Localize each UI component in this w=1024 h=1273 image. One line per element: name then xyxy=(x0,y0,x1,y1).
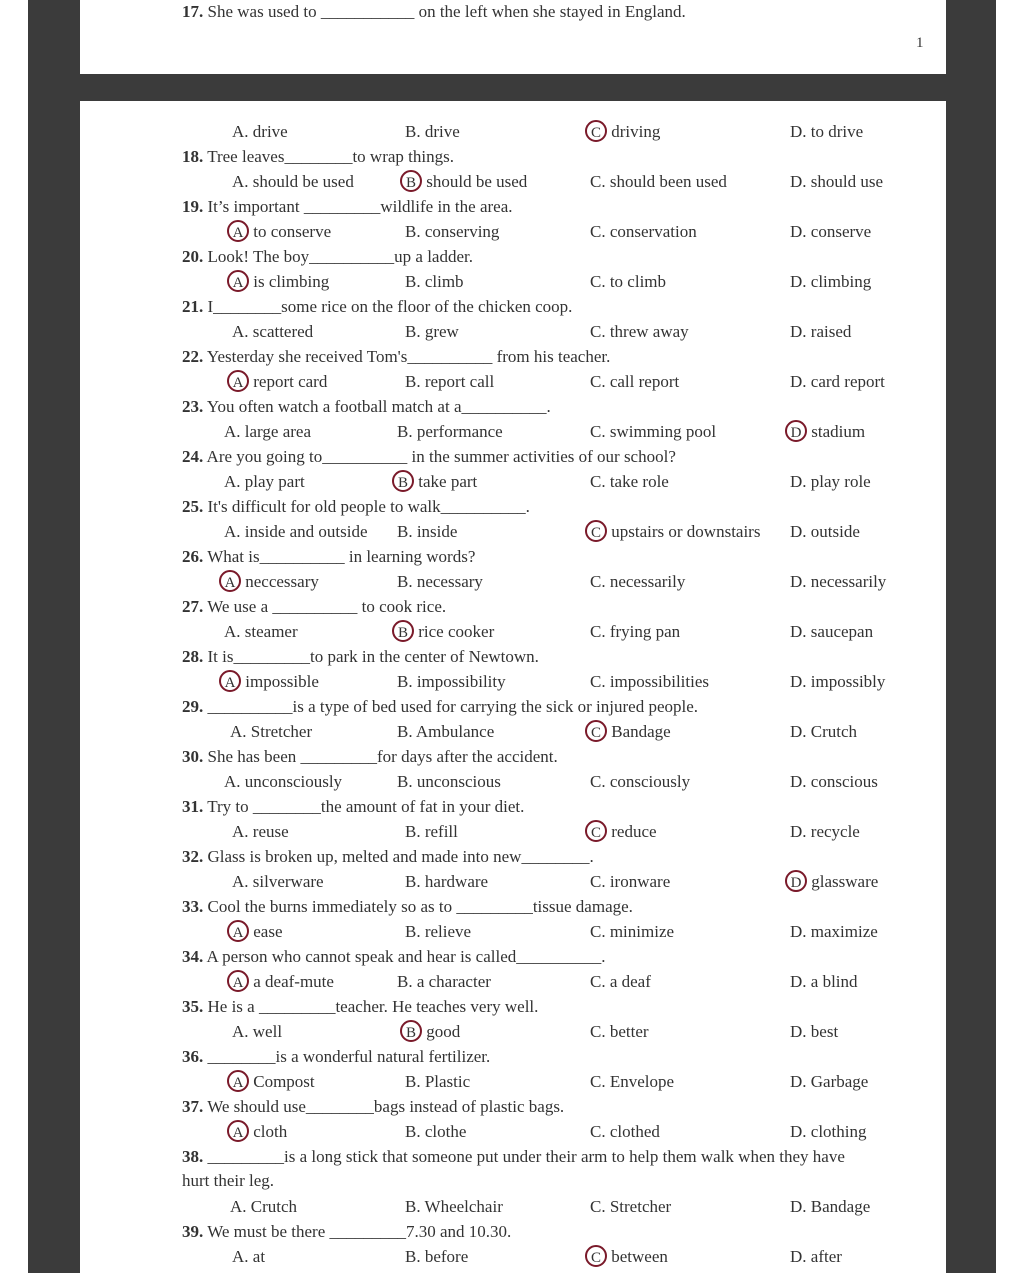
question-34 xyxy=(182,947,606,967)
option-d[interactable] xyxy=(790,622,873,642)
option-text: C. Stretcher xyxy=(590,1197,672,1216)
question-36 xyxy=(182,1047,490,1067)
option-text: D. climbing xyxy=(790,272,872,291)
question-number: 38. xyxy=(182,1147,204,1166)
answer-circle-icon: A xyxy=(219,570,241,592)
option-text: B. refill xyxy=(405,822,458,841)
answer-circle-icon: C xyxy=(585,820,607,842)
option-text: a deaf-mute xyxy=(249,972,334,991)
option-text: B. climb xyxy=(405,272,464,291)
option-b[interactable] xyxy=(397,972,491,992)
option-text: stadium xyxy=(807,422,866,441)
option-text: A. Stretcher xyxy=(230,722,313,741)
question-text: I________some rice on the floor of the chicken coop. xyxy=(203,297,573,316)
option-text: impossible xyxy=(241,672,319,691)
option-d[interactable] xyxy=(790,172,883,192)
option-text: D. best xyxy=(790,1022,839,1041)
option-d[interactable] xyxy=(790,372,885,392)
option-d[interactable] xyxy=(790,1072,868,1092)
answer-circle-icon: C xyxy=(585,520,607,542)
answer-circle-icon: B xyxy=(400,1020,422,1042)
option-text: B. conserving xyxy=(405,222,500,241)
option-d[interactable] xyxy=(790,922,878,942)
option-text: B. hardware xyxy=(405,872,489,891)
option-text: is climbing xyxy=(249,272,330,291)
option-text: A. scattered xyxy=(232,322,314,341)
option-c[interactable] xyxy=(590,972,651,992)
option-a[interactable] xyxy=(224,672,319,692)
option-d[interactable] xyxy=(790,422,865,442)
option-text: D. Crutch xyxy=(790,722,858,741)
option-a[interactable] xyxy=(224,572,319,592)
option-text: D. impossibly xyxy=(790,672,886,691)
option-text: A. play part xyxy=(224,472,305,491)
answer-circle-icon: C xyxy=(585,1245,607,1267)
answer-circle-icon: B xyxy=(392,470,414,492)
question-text: He is a _________teacher. He teaches very well. xyxy=(203,997,539,1016)
question-26 xyxy=(182,547,475,567)
question-text: _________is a long stick that someone put under their arm to help them walk when they have xyxy=(203,1147,845,1166)
answer-circle-icon: C xyxy=(585,120,607,142)
option-d[interactable] xyxy=(790,222,871,242)
question-35 xyxy=(182,997,538,1017)
option-text: D. card report xyxy=(790,372,885,391)
option-c[interactable] xyxy=(590,822,657,842)
option-d[interactable] xyxy=(790,122,863,142)
option-c[interactable] xyxy=(590,1197,671,1217)
option-text: A. should be used xyxy=(232,172,354,191)
option-text: D. saucepan xyxy=(790,622,874,641)
option-b[interactable] xyxy=(405,1072,470,1092)
question-number: 18. xyxy=(182,147,204,166)
question-number: 22. xyxy=(182,347,204,366)
option-text: B. drive xyxy=(405,122,460,141)
option-text: neccessary xyxy=(241,572,319,591)
option-a[interactable] xyxy=(232,122,288,142)
option-b[interactable] xyxy=(405,372,494,392)
option-text: B. a character xyxy=(397,972,491,991)
question-32 xyxy=(182,847,594,867)
option-text: C. threw away xyxy=(590,322,689,341)
option-a[interactable] xyxy=(232,972,334,992)
option-a[interactable] xyxy=(232,1122,287,1142)
option-text: good xyxy=(422,1022,461,1041)
answer-circle-icon: A xyxy=(227,920,249,942)
question-19 xyxy=(182,197,513,217)
option-text: D. play role xyxy=(790,472,871,491)
option-text: should be used xyxy=(422,172,528,191)
option-text: D. maximize xyxy=(790,922,878,941)
option-d[interactable] xyxy=(790,322,851,342)
option-text: C. a deaf xyxy=(590,972,651,991)
option-b[interactable] xyxy=(405,272,464,292)
answer-circle-icon: A xyxy=(227,1070,249,1092)
question-number: 25. xyxy=(182,497,204,516)
question-text: Try to ________the amount of fat in your diet. xyxy=(203,797,525,816)
question-number: 28. xyxy=(182,647,204,666)
option-text: D. conscious xyxy=(790,772,878,791)
question-number: 33. xyxy=(182,897,204,916)
option-c[interactable] xyxy=(590,272,666,292)
option-text: D. to drive xyxy=(790,122,864,141)
answer-circle-icon: B xyxy=(392,620,414,642)
option-text: C. frying pan xyxy=(590,622,681,641)
option-d[interactable] xyxy=(790,1022,838,1042)
option-text: C. to climb xyxy=(590,272,667,291)
option-a[interactable] xyxy=(230,722,312,742)
option-text: D. outside xyxy=(790,522,860,541)
option-text: D. Garbage xyxy=(790,1072,869,1091)
option-d[interactable] xyxy=(790,1122,867,1142)
option-b[interactable] xyxy=(405,872,488,892)
option-text: C. take role xyxy=(590,472,669,491)
question-text: Look! The boy__________up a ladder. xyxy=(203,247,474,266)
option-d[interactable] xyxy=(790,822,860,842)
option-b[interactable] xyxy=(405,1197,503,1217)
option-text: A. large area xyxy=(224,422,311,441)
question-number: 21. xyxy=(182,297,204,316)
option-b[interactable] xyxy=(397,622,494,642)
option-text: D. should use xyxy=(790,172,884,191)
option-b[interactable] xyxy=(405,172,527,192)
option-d[interactable] xyxy=(790,572,886,592)
option-text: take part xyxy=(414,472,478,491)
option-text: C. should been used xyxy=(590,172,727,191)
question-text: It is_________to park in the center of Newtown. xyxy=(203,647,539,666)
question-21 xyxy=(182,297,572,317)
option-text: B. impossibility xyxy=(397,672,506,691)
question-text: She has been _________for days after the accident. xyxy=(203,747,558,766)
option-text: B. clothe xyxy=(405,1122,467,1141)
option-a[interactable] xyxy=(232,822,289,842)
option-text: A. at xyxy=(232,1247,266,1266)
option-text: C. swimming pool xyxy=(590,422,717,441)
option-text: B. inside xyxy=(397,522,458,541)
option-c[interactable] xyxy=(590,222,697,242)
question-22 xyxy=(182,347,610,367)
option-c[interactable] xyxy=(590,322,689,342)
question-number: 31. xyxy=(182,797,204,816)
question-text: ________is a wonderful natural fertilizer. xyxy=(203,1047,491,1066)
answer-circle-icon: D xyxy=(785,420,807,442)
option-d[interactable] xyxy=(790,972,858,992)
option-c[interactable] xyxy=(590,672,709,692)
option-d[interactable] xyxy=(790,672,885,692)
option-a[interactable] xyxy=(232,172,354,192)
option-text: C. impossibilities xyxy=(590,672,710,691)
question-text: Glass is broken up, melted and made into new________. xyxy=(203,847,594,866)
option-b[interactable] xyxy=(405,322,459,342)
option-b[interactable] xyxy=(405,1122,466,1142)
answer-circle-icon: A xyxy=(227,370,249,392)
option-a[interactable] xyxy=(232,1022,282,1042)
question-number: 35. xyxy=(182,997,204,1016)
option-text: D. after xyxy=(790,1247,842,1266)
option-text: C. conservation xyxy=(590,222,697,241)
option-text: glassware xyxy=(807,872,879,891)
question-20 xyxy=(182,247,473,267)
option-d[interactable] xyxy=(790,872,878,892)
option-text: B. Wheelchair xyxy=(405,1197,503,1216)
option-text: A. steamer xyxy=(224,622,298,641)
question-text: Tree leaves________to wrap things. xyxy=(203,147,454,166)
option-text: D. clothing xyxy=(790,1122,867,1141)
question-number: 23. xyxy=(182,397,204,416)
question-23 xyxy=(182,397,551,417)
option-a[interactable] xyxy=(232,222,331,242)
option-text: C. minimize xyxy=(590,922,675,941)
question-number: 30. xyxy=(182,747,204,766)
answer-circle-icon: A xyxy=(227,1120,249,1142)
option-b[interactable] xyxy=(397,472,477,492)
option-d[interactable] xyxy=(790,722,857,742)
option-b[interactable] xyxy=(405,1247,468,1267)
question-17 xyxy=(182,2,686,22)
answer-circle-icon: B xyxy=(400,170,422,192)
question-39 xyxy=(182,1222,511,1242)
option-text: C. clothed xyxy=(590,1122,660,1141)
question-text: Yesterday she received Tom's__________ from his teacher. xyxy=(203,347,611,366)
option-a[interactable] xyxy=(224,422,311,442)
question-38 xyxy=(182,1147,845,1167)
option-b[interactable] xyxy=(397,672,506,692)
option-text: D. recycle xyxy=(790,822,860,841)
question-text: What is__________ in learning words? xyxy=(203,547,476,566)
option-text: C. consciously xyxy=(590,772,691,791)
option-text: B. Ambulance xyxy=(397,722,495,741)
question-27 xyxy=(182,597,446,617)
option-a[interactable] xyxy=(232,272,329,292)
option-d[interactable] xyxy=(790,772,878,792)
option-b[interactable] xyxy=(405,922,471,942)
question-text: You often watch a football match at a__________. xyxy=(203,397,551,416)
question-number: 19. xyxy=(182,197,204,216)
option-text: B. before xyxy=(405,1247,469,1266)
option-text: C. necessarily xyxy=(590,572,686,591)
question-number: 36. xyxy=(182,1047,204,1066)
option-a[interactable] xyxy=(232,1072,315,1092)
option-d[interactable] xyxy=(790,1197,870,1217)
option-a[interactable] xyxy=(232,922,283,942)
option-text: report card xyxy=(249,372,328,391)
option-text: C. Envelope xyxy=(590,1072,675,1091)
option-text: between xyxy=(607,1247,668,1266)
option-c[interactable] xyxy=(590,422,716,442)
question-number: 26. xyxy=(182,547,204,566)
option-b[interactable] xyxy=(405,122,460,142)
option-c[interactable] xyxy=(590,922,674,942)
option-text: A. silverware xyxy=(232,872,324,891)
question-number: 17. xyxy=(182,2,204,21)
option-a[interactable] xyxy=(232,372,327,392)
option-d[interactable] xyxy=(790,1247,842,1267)
option-text: D. a blind xyxy=(790,972,858,991)
option-c[interactable] xyxy=(590,572,685,592)
page-number: 1 xyxy=(916,35,924,51)
option-a[interactable] xyxy=(232,322,313,342)
option-text: ease xyxy=(249,922,283,941)
question-text: It’s important _________wildlife in the area. xyxy=(203,197,513,216)
question-text: __________is a type of bed used for carrying the sick or injured people. xyxy=(203,697,699,716)
option-text: C. better xyxy=(590,1022,649,1041)
option-a[interactable] xyxy=(224,522,368,542)
option-b[interactable] xyxy=(397,522,457,542)
answer-circle-icon: A xyxy=(227,270,249,292)
question-number: 24. xyxy=(182,447,204,466)
option-c[interactable] xyxy=(590,1072,674,1092)
option-text: Bandage xyxy=(607,722,671,741)
question-text-continued: hurt their leg. xyxy=(182,1171,275,1190)
question-text: We must be there _________7.30 and 10.30. xyxy=(203,1222,512,1241)
option-c[interactable] xyxy=(590,372,679,392)
option-text: A. Crutch xyxy=(230,1197,298,1216)
question-number: 32. xyxy=(182,847,204,866)
option-text: reduce xyxy=(607,822,657,841)
answer-circle-icon: A xyxy=(219,670,241,692)
option-b[interactable] xyxy=(405,1022,460,1042)
option-c[interactable] xyxy=(590,772,690,792)
option-text: B. performance xyxy=(397,422,503,441)
option-text: driving xyxy=(607,122,661,141)
option-c[interactable] xyxy=(590,1122,660,1142)
option-text: B. necessary xyxy=(397,572,483,591)
question-29 xyxy=(182,697,698,717)
answer-circle-icon: D xyxy=(785,870,807,892)
answer-circle-icon: A xyxy=(227,220,249,242)
option-c[interactable] xyxy=(590,722,671,742)
question-text: She was used to ___________ on the left when she stayed in England. xyxy=(203,2,686,21)
option-c[interactable] xyxy=(590,622,680,642)
answer-circle-icon: C xyxy=(585,720,607,742)
option-a[interactable] xyxy=(230,1197,297,1217)
question-25 xyxy=(182,497,530,517)
option-text: D. necessarily xyxy=(790,572,887,591)
option-c[interactable] xyxy=(590,872,670,892)
option-text: B. report call xyxy=(405,372,495,391)
option-text: D. conserve xyxy=(790,222,872,241)
question-37 xyxy=(182,1097,564,1117)
option-text: C. ironware xyxy=(590,872,671,891)
question-text: It's difficult for old people to walk__________. xyxy=(203,497,530,516)
option-b[interactable] xyxy=(397,772,501,792)
option-c[interactable] xyxy=(590,472,669,492)
option-a[interactable] xyxy=(224,472,305,492)
option-b[interactable] xyxy=(397,422,503,442)
question-number: 27. xyxy=(182,597,204,616)
option-a[interactable] xyxy=(232,1247,265,1267)
option-c[interactable] xyxy=(590,522,760,542)
question-number: 34. xyxy=(182,947,204,966)
option-text: B. unconscious xyxy=(397,772,501,791)
option-d[interactable] xyxy=(790,522,860,542)
option-d[interactable] xyxy=(790,472,871,492)
option-b[interactable] xyxy=(405,222,499,242)
option-text: cloth xyxy=(249,1122,288,1141)
option-b[interactable] xyxy=(397,572,483,592)
question-31 xyxy=(182,797,524,817)
option-c[interactable] xyxy=(590,122,660,142)
option-text: rice cooker xyxy=(414,622,495,641)
option-text: Compost xyxy=(249,1072,315,1091)
question-number: 39. xyxy=(182,1222,204,1241)
option-text: A. unconsciously xyxy=(224,772,343,791)
question-text: Are you going to__________ in the summer activities of our school? xyxy=(203,447,676,466)
option-text: B. Plastic xyxy=(405,1072,471,1091)
option-d[interactable] xyxy=(790,272,871,292)
option-text: B. relieve xyxy=(405,922,472,941)
option-text: C. call report xyxy=(590,372,680,391)
question-number: 29. xyxy=(182,697,204,716)
option-c[interactable] xyxy=(590,172,727,192)
question-18 xyxy=(182,147,454,167)
answer-circle-icon: A xyxy=(227,970,249,992)
option-b[interactable] xyxy=(405,822,458,842)
question-33 xyxy=(182,897,633,917)
option-a[interactable] xyxy=(224,622,298,642)
question-text: We should use________bags instead of plastic bags. xyxy=(203,1097,565,1116)
option-text: A. reuse xyxy=(232,822,289,841)
option-c[interactable] xyxy=(590,1247,668,1267)
option-text: upstairs or downstairs xyxy=(607,522,761,541)
question-24 xyxy=(182,447,676,467)
option-text: D. raised xyxy=(790,322,852,341)
option-text: A. well xyxy=(232,1022,283,1041)
question-28 xyxy=(182,647,539,667)
question-number: 20. xyxy=(182,247,204,266)
question-number: 37. xyxy=(182,1097,204,1116)
option-text: to conserve xyxy=(249,222,332,241)
option-a[interactable] xyxy=(224,772,342,792)
option-c[interactable] xyxy=(590,1022,649,1042)
question-30 xyxy=(182,747,558,767)
question-text: A person who cannot speak and hear is called__________. xyxy=(203,947,606,966)
option-text: D. Bandage xyxy=(790,1197,871,1216)
question-text: We use a __________ to cook rice. xyxy=(203,597,447,616)
option-a[interactable] xyxy=(232,872,324,892)
option-text: A. inside and outside xyxy=(224,522,368,541)
option-text: A. drive xyxy=(232,122,288,141)
question-text: Cool the burns immediately so as to _________tissue damage. xyxy=(203,897,633,916)
option-b[interactable] xyxy=(397,722,494,742)
option-text: B. grew xyxy=(405,322,459,341)
